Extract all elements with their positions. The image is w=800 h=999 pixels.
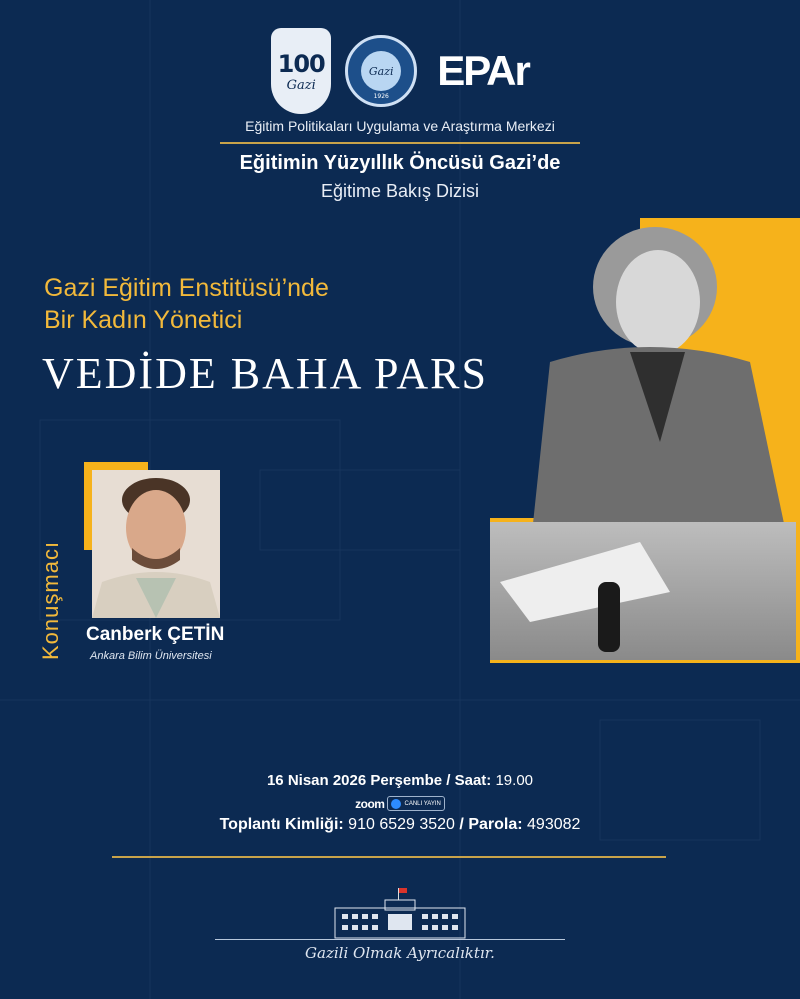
talk-subtitle-line1: Gazi Eğitim Enstitüsü’nde [44,274,329,302]
live-badge [387,796,444,811]
series-title: Eğitimin Yüzyıllık Öncüsü Gazi’de [239,152,561,174]
header-divider [220,142,580,144]
speaker-label: Konuşmacı [38,540,63,660]
live-badge-label: CANLI YAYIN [404,800,441,807]
password: 493082 [527,816,581,833]
footer-line [215,939,565,940]
speaker-name: Canberk ÇETİN [86,624,225,645]
event-datetime [0,772,800,789]
motto: Gazili Olmak Ayrıcalıktır. [305,944,495,962]
talk-subtitle [44,272,329,336]
historical-portrait-photo [490,222,796,660]
event-separator: / [446,772,451,789]
camera-icon [391,799,401,809]
meeting-separator: / [459,816,464,833]
seal-year: 1926 [373,93,389,100]
meeting-info [0,816,800,834]
logo-row [0,28,800,114]
centennial-number: 100 [277,49,325,78]
talk-title: VEDİDE BAHA PARS [42,349,489,398]
university-building-icon [330,888,470,940]
meeting-id: 910 6529 3520 [348,816,455,833]
zoom-live-row [0,796,800,811]
talk-subtitle-line2: Bir Kadın Yönetici [44,306,243,334]
center-name: Eğitim Politikaları Uygulama ve Araştırma Merkezi [245,118,555,134]
speaker-affiliation: Ankara Bilim Üniversitesi [90,650,212,662]
centennial-signature: Gazi [286,77,316,93]
footer-divider [112,856,666,858]
zoom-logo: zoom [355,796,385,811]
series-subtitle: Eğitime Bakış Dizisi [320,181,480,201]
event-time-label: Saat: [454,772,492,789]
event-time: 19.00 [495,772,534,789]
epar-logo: EPAr [437,47,529,94]
event-date: 16 Nisan 2026 Perşembe [266,772,443,789]
speaker-photo [92,470,220,618]
meeting-id-label: Toplantı Kimliği: [219,816,344,833]
gazi-university-seal [345,35,417,107]
centennial-logo [271,28,331,114]
password-label: Parola: [468,816,523,833]
seal-signature: Gazi [361,51,401,91]
